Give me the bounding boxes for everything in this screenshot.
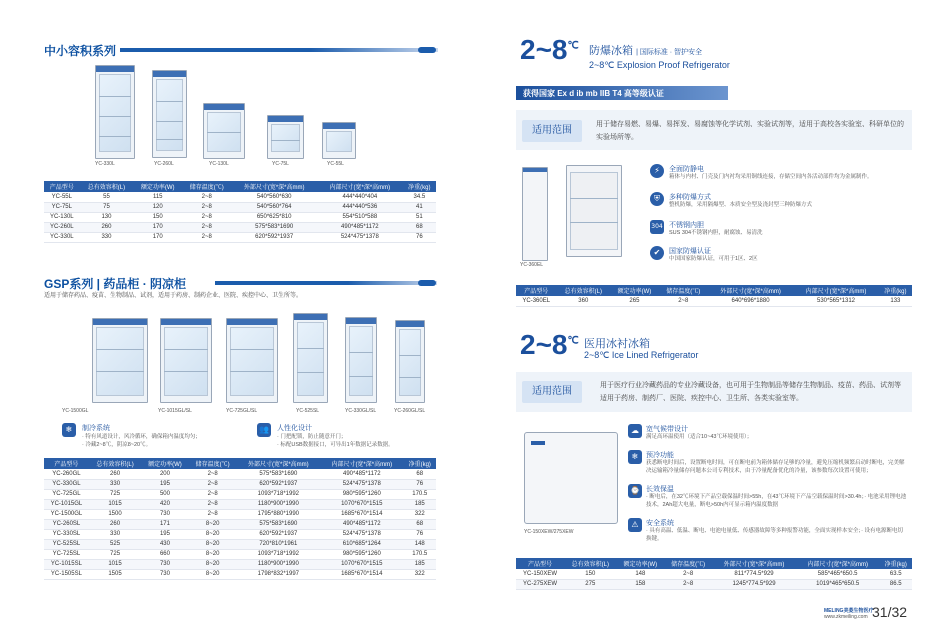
- table-cell: 530*565*1312: [793, 296, 878, 306]
- table-header-cell: 外部尺寸(宽*深*高mm): [712, 558, 796, 569]
- table-cell: YC-75L: [44, 202, 80, 212]
- table-cell: 360: [556, 296, 610, 306]
- table-header-cell: 额定功率(W): [617, 558, 665, 569]
- fridge-image: [566, 165, 622, 257]
- table-header-cell: 净重(kg): [404, 458, 437, 469]
- table-header-cell: 产品型号: [44, 458, 89, 469]
- fridge-image: [226, 318, 278, 403]
- fridge-image: [203, 103, 245, 159]
- table-header-cell: 总有效容积(L): [89, 458, 141, 469]
- table-header-cell: 内部尺寸(宽*深*高mm): [796, 558, 880, 569]
- table-header-cell: 外部尺寸(宽*深*高mm): [231, 181, 317, 192]
- feature-desc: 中国国家防爆认证，可用于1区、2区: [669, 256, 758, 262]
- feature-desc: 获悉断电时间后，设置断电时间，可在断电前为箱体储存足够的冷量，避免压缩机频繁启动时断电，完美解决运输箱冷量储存问题本公司专利技术，由于冷量配备优化的冷量，该参数每次设置可使用；: [646, 460, 905, 474]
- table-cell: 195: [141, 529, 188, 539]
- table-cell: 115: [133, 192, 182, 202]
- feature-title: 制冷系统: [82, 425, 110, 432]
- table-cell: 585*465*650.5: [796, 569, 880, 579]
- table-row: [44, 479, 436, 489]
- table-cell: 150: [564, 569, 617, 579]
- section-bullet: [418, 47, 436, 53]
- table-cell: 8~20: [189, 539, 237, 549]
- table-cell: YC-130L: [44, 212, 80, 222]
- table-header-cell: 总有效容积(L): [80, 181, 134, 192]
- website: www.zkmeiling.com: [824, 614, 868, 620]
- feature-desc: 箱体与内村、门壳及门内衬均采用铜线连接，存储空间内各活动部件均为金属制作。: [669, 174, 873, 180]
- fridge-image: [395, 320, 425, 403]
- explosion-subtitle: 2~8℃ Explosion Proof Refrigerator: [589, 60, 730, 70]
- table-cell: 1093*718*1992: [237, 549, 320, 559]
- table-header-cell: 净重(kg): [403, 181, 436, 192]
- table-cell: 275: [564, 579, 617, 589]
- table-cell: 1795*880*1990: [237, 509, 320, 519]
- caption: YC-75L: [272, 161, 289, 167]
- table-cell: 725: [89, 549, 141, 559]
- table-cell: 260: [80, 222, 134, 232]
- table-cell: 51: [403, 212, 436, 222]
- feature-line: · 门把配锁，防止随意开门；: [277, 434, 347, 440]
- feature-title: 多种防爆方式: [669, 194, 711, 201]
- table-cell: 490*485*1172: [320, 519, 403, 529]
- feature-desc: 整机防爆，采用隔爆型、本质安全型及浇封型三种防爆方式: [669, 202, 813, 208]
- table-cell: 980*595*1260: [320, 549, 403, 559]
- table-row: [44, 559, 436, 569]
- brand-logo: MELING美菱生物医疗: [824, 608, 874, 614]
- table-cell: 2~8: [664, 569, 712, 579]
- table-header-cell: 总有效容积(L): [556, 285, 610, 296]
- table-header-cell: 外部尺寸(宽*深*高mm): [708, 285, 793, 296]
- table-cell: 1500: [89, 509, 141, 519]
- table-cell: 1685*670*1514: [320, 569, 403, 579]
- icelined-title: 医用冰衬冰箱: [584, 338, 650, 350]
- page-number: 31/32: [872, 604, 908, 620]
- caption: YC-725GL/SL: [226, 408, 258, 414]
- table-cell: 8~20: [189, 569, 237, 579]
- feature-desc: SUS 304不锈钢内胆，耐腐蚀、易清洗: [669, 230, 763, 236]
- table-cell: 980*595*1260: [320, 489, 403, 499]
- table-cell: YC-260L: [44, 222, 80, 232]
- table-cell: YC-725SL: [44, 549, 89, 559]
- table-cell: 430: [141, 539, 188, 549]
- table-header-cell: 内部尺寸(宽*深*高mm): [320, 458, 403, 469]
- table-row: [44, 202, 436, 212]
- table-cell: 2~8: [182, 202, 231, 212]
- explosion-title: 防爆冰箱 | 国际标准 · 智护安全: [589, 45, 703, 57]
- safety-icon: ⚠: [628, 518, 642, 532]
- table-cell: 170: [133, 222, 182, 232]
- section-title-gsp: GSP系列 | 药品柜 · 阴凉柜: [44, 277, 187, 291]
- shield-icon: ⛨: [650, 192, 664, 206]
- table-cell: 730: [141, 509, 188, 519]
- feature-desc: · 具有高温、低温、断电、电池电量低、传感器故障等多种报警功能，全面实现样本安全；· 设有电源断电切换键。: [646, 528, 903, 542]
- feature-line: · 标配USB数据接口，可导出1年数据记录数据。: [277, 442, 394, 448]
- fridge-image: [267, 115, 304, 159]
- usage-text: 用于储存易燃、易爆、易挥发、易腐蚀等化学试剂、实验试剂等，适用于高校各实验室、科研单位的实验场所等。: [596, 121, 904, 141]
- table-cell: 200: [141, 469, 188, 479]
- table-cell: 150: [133, 212, 182, 222]
- spec-table-section2: [44, 458, 436, 580]
- table-cell: 185: [404, 499, 437, 509]
- table-row: [44, 549, 436, 559]
- table-cell: YC-150XEW: [516, 569, 564, 579]
- caption: YC-260GL/SL: [394, 408, 426, 414]
- table-cell: 170: [133, 232, 182, 242]
- table-cell: 76: [403, 232, 436, 242]
- precool-icon: ❄: [628, 450, 642, 464]
- table-cell: 2~8: [189, 479, 237, 489]
- table-cell: 1180*900*1990: [237, 499, 320, 509]
- climate-icon: ☁: [628, 424, 642, 438]
- table-cell: 525: [89, 539, 141, 549]
- table-cell: 2~8: [182, 222, 231, 232]
- table-cell: YC-275XEW: [516, 579, 564, 589]
- table-row: [44, 539, 436, 549]
- section-divider: [120, 48, 438, 52]
- caption: YC-1015GL/SL: [158, 408, 192, 414]
- table-cell: 322: [404, 569, 437, 579]
- table-cell: YC-1015SL: [44, 559, 89, 569]
- caption: YC-525SL: [296, 408, 320, 414]
- fridge-image: [322, 122, 356, 159]
- table-cell: 195: [141, 479, 188, 489]
- certificate-icon: ✔: [650, 246, 664, 260]
- table-cell: YC-725GL: [44, 489, 89, 499]
- table-row: [44, 222, 436, 232]
- table-cell: 8~20: [189, 549, 237, 559]
- table-row: [44, 212, 436, 222]
- table-cell: 575*583*1690: [237, 519, 320, 529]
- table-cell: 620*592*1937: [231, 232, 317, 242]
- table-cell: 1015: [89, 559, 141, 569]
- fridge-image: [160, 318, 212, 403]
- table-cell: 34.5: [403, 192, 436, 202]
- feature-title: 长效保温: [646, 486, 674, 493]
- table-cell: 610*685*1264: [320, 539, 403, 549]
- table-cell: 170.5: [404, 549, 437, 559]
- steel-304-icon: 304: [650, 220, 664, 234]
- table-row: [44, 569, 436, 579]
- table-cell: 420: [141, 499, 188, 509]
- feature-title: 国家防爆认证: [669, 248, 711, 255]
- table-cell: 1019*465*650.5: [796, 579, 880, 589]
- table-cell: 650*625*810: [231, 212, 317, 222]
- table-cell: 500: [141, 489, 188, 499]
- table-header-cell: 额定功率(W): [133, 181, 182, 192]
- table-header-cell: 产品型号: [516, 558, 564, 569]
- table-cell: YC-260SL: [44, 519, 89, 529]
- fridge-image: [345, 317, 377, 403]
- static-icon: ⚡: [650, 164, 664, 178]
- table-cell: 2~8: [189, 509, 237, 519]
- table-cell: 2~8: [182, 232, 231, 242]
- table-cell: YC-55L: [44, 192, 80, 202]
- table-cell: 171: [141, 519, 188, 529]
- gsp-description: 适用于储存药品、疫苗、生物制品、试剂，适用于药房、制药企业、医院、疾控中心、卫生所等。: [44, 293, 303, 299]
- temperature-range-icelined: 2~8℃: [520, 329, 579, 360]
- spec-table-section1: [44, 181, 436, 243]
- table-cell: 2~8: [182, 212, 231, 222]
- table-cell: 490*485*1172: [317, 222, 403, 232]
- table-cell: 1180*900*1990: [237, 559, 320, 569]
- table-cell: 2~8: [189, 499, 237, 509]
- table-header-cell: 储存温度(℃): [659, 285, 708, 296]
- table-cell: 260: [89, 469, 141, 479]
- table-cell: 540*560*764: [231, 202, 317, 212]
- table-cell: 148: [404, 539, 437, 549]
- table-cell: 540*560*630: [231, 192, 317, 202]
- table-cell: 1093*718*1992: [237, 489, 320, 499]
- section-divider: [215, 281, 437, 285]
- table-cell: 330: [89, 479, 141, 489]
- table-cell: YC-330L: [44, 232, 80, 242]
- table-cell: 68: [403, 222, 436, 232]
- table-cell: 260: [89, 519, 141, 529]
- table-cell: 720*810*1961: [237, 539, 320, 549]
- feature-line: · 冷藏2~8℃，阴凉8~20℃。: [82, 442, 152, 448]
- table-cell: 68: [404, 519, 437, 529]
- table-cell: 2~8: [189, 489, 237, 499]
- fridge-image: [152, 70, 187, 158]
- table-cell: 41: [403, 202, 436, 212]
- table-header-cell: 储存温度(℃): [664, 558, 712, 569]
- table-cell: 2~8: [189, 469, 237, 479]
- fridge-image: [293, 313, 328, 403]
- table-header-cell: 产品型号: [44, 181, 80, 192]
- table-cell: 524*475*1378: [317, 232, 403, 242]
- table-cell: 490*485*1172: [320, 469, 403, 479]
- table-cell: 1070*670*1515: [320, 559, 403, 569]
- table-cell: 524*475*1378: [320, 479, 403, 489]
- table-row: [516, 569, 912, 579]
- feature-title: 安全系统: [646, 520, 674, 527]
- table-row: [44, 192, 436, 202]
- table-cell: 1245*774.5*929: [712, 579, 796, 589]
- table-header-cell: 内部尺寸(宽*深*高mm): [317, 181, 403, 192]
- table-cell: YC-1500GL: [44, 509, 89, 519]
- temperature-range-explosion: 2~8℃: [520, 34, 579, 65]
- table-cell: YC-260GL: [44, 469, 89, 479]
- table-cell: YC-330GL: [44, 479, 89, 489]
- table-row: [44, 509, 436, 519]
- table-cell: 575*583*1690: [237, 469, 320, 479]
- table-row: [516, 579, 912, 589]
- section-bullet: [418, 280, 436, 286]
- table-cell: 133: [879, 296, 912, 306]
- table-header-cell: 外部尺寸(宽*深*高mm): [237, 458, 320, 469]
- table-cell: 68: [404, 469, 437, 479]
- table-cell: 575*583*1690: [231, 222, 317, 232]
- caption: YC-1500GL: [62, 408, 89, 414]
- table-cell: 524*475*1378: [320, 529, 403, 539]
- table-cell: 86.5: [879, 579, 912, 589]
- table-cell: 444*440*404: [317, 192, 403, 202]
- insulation-icon: ⌚: [628, 484, 642, 498]
- feature-title: 全面防静电: [669, 166, 704, 173]
- caption: YC-130L: [209, 161, 229, 167]
- caption: YC-260L: [154, 161, 174, 167]
- table-row: [44, 232, 436, 242]
- feature-desc: · 断电后，在32℃环境下产品空载保温时间>55h，在43℃环境下产品空载保温时间>30.4h；· 电池采用锂电池技术，2Ah超大电量，断电>50h内可显示箱内温度数据: [646, 494, 907, 508]
- table-header-cell: 额定功率(W): [141, 458, 188, 469]
- table-row: [44, 529, 436, 539]
- chest-freezer-image: [524, 432, 618, 524]
- fridge-image: [522, 167, 548, 261]
- table-row: [44, 499, 436, 509]
- table-cell: 158: [617, 579, 665, 589]
- caption: YC-55L: [327, 161, 344, 167]
- table-cell: 554*510*588: [317, 212, 403, 222]
- table-cell: 1798*832*1997: [237, 569, 320, 579]
- table-cell: 265: [610, 296, 659, 306]
- feature-desc: 满足高环温使用（适合10~43℃环境使用）；: [646, 434, 753, 440]
- table-cell: 2~8: [659, 296, 708, 306]
- table-cell: 620*592*1937: [237, 529, 320, 539]
- table-cell: 63.5: [879, 569, 912, 579]
- table-cell: 444*440*536: [317, 202, 403, 212]
- table-header-cell: 净重(kg): [879, 558, 912, 569]
- feature-line: · 特有风道设计，风冷循环，确保箱内温度均匀；: [82, 434, 201, 440]
- users-icon: 👥: [257, 423, 271, 437]
- table-cell: YC-525SL: [44, 539, 89, 549]
- table-header-cell: 净重(kg): [879, 285, 912, 296]
- table-cell: YC-330SL: [44, 529, 89, 539]
- icelined-subtitle: 2~8℃ Ice Lined Refrigerator: [584, 350, 699, 360]
- table-cell: 76: [404, 529, 437, 539]
- table-cell: 1685*670*1514: [320, 509, 403, 519]
- table-cell: 8~20: [189, 529, 237, 539]
- caption: YC-150XEW/275XEW: [524, 529, 574, 535]
- table-cell: 730: [141, 559, 188, 569]
- table-cell: 130: [80, 212, 134, 222]
- table-cell: 330: [89, 529, 141, 539]
- table-cell: 1505: [89, 569, 141, 579]
- fridge-image: [92, 318, 148, 403]
- feature-title: 预冷功能: [646, 452, 674, 459]
- cert-text: 获得国家 Ex d ib mb IIB T4 高等级认证: [523, 89, 664, 98]
- table-cell: 660: [141, 549, 188, 559]
- table-cell: YC-1505SL: [44, 569, 89, 579]
- feature-title: 宽气候带设计: [646, 426, 688, 433]
- table-header-cell: 产品型号: [516, 285, 556, 296]
- section-title-small-medium: 中小容积系列: [44, 44, 117, 58]
- table-header-cell: 储存温度(℃): [182, 181, 231, 192]
- table-cell: 120: [133, 202, 182, 212]
- feature-title: 不锈钢内胆: [669, 222, 704, 229]
- table-cell: 640*696*1880: [708, 296, 793, 306]
- table-cell: 2~8: [182, 192, 231, 202]
- table-cell: 1015: [89, 499, 141, 509]
- table-row: [516, 296, 912, 306]
- caption: YC-360EL: [520, 262, 544, 268]
- table-row: [44, 519, 436, 529]
- table-cell: 730: [141, 569, 188, 579]
- table-cell: 2~8: [664, 579, 712, 589]
- caption: YC-330GL/SL: [345, 408, 377, 414]
- table-cell: 620*592*1937: [237, 479, 320, 489]
- table-row: [44, 489, 436, 499]
- table-cell: 322: [404, 509, 437, 519]
- usage-label: 适用范围: [522, 120, 582, 142]
- table-header-cell: 额定功率(W): [610, 285, 659, 296]
- table-cell: 185: [404, 559, 437, 569]
- fridge-image: [95, 65, 135, 159]
- spec-table-explosion: [516, 285, 912, 307]
- usage-label: 适用范围: [522, 381, 582, 403]
- table-cell: 76: [404, 479, 437, 489]
- table-cell: YC-360EL: [516, 296, 556, 306]
- table-cell: 148: [617, 569, 665, 579]
- table-cell: 170.5: [404, 489, 437, 499]
- table-cell: YC-1015GL: [44, 499, 89, 509]
- caption: YC-330L: [95, 161, 115, 167]
- table-cell: 1070*670*1515: [320, 499, 403, 509]
- table-cell: 811*774.5*929: [712, 569, 796, 579]
- usage-text: 用于医疗行业冷藏药品的专业冷藏设备，也可用于生物制品等储存生物制品、疫苗、药品、试剂等适用于药房、制药厂、医院、疾控中心、卫生所、各类实验室等。: [600, 382, 901, 402]
- spec-table-icelined: [516, 558, 912, 590]
- table-cell: 8~20: [189, 559, 237, 569]
- table-header-cell: 储存温度(℃): [189, 458, 237, 469]
- feature-title: 人性化设计: [277, 425, 312, 432]
- snowflake-icon: ❄: [62, 423, 76, 437]
- table-row: [44, 469, 436, 479]
- table-cell: 725: [89, 489, 141, 499]
- table-header-cell: 内部尺寸(宽*深*高mm): [793, 285, 878, 296]
- table-cell: 55: [80, 192, 134, 202]
- table-cell: 75: [80, 202, 134, 212]
- table-header-cell: 总有效容积(L): [564, 558, 617, 569]
- table-cell: 330: [80, 232, 134, 242]
- table-cell: 8~20: [189, 519, 237, 529]
